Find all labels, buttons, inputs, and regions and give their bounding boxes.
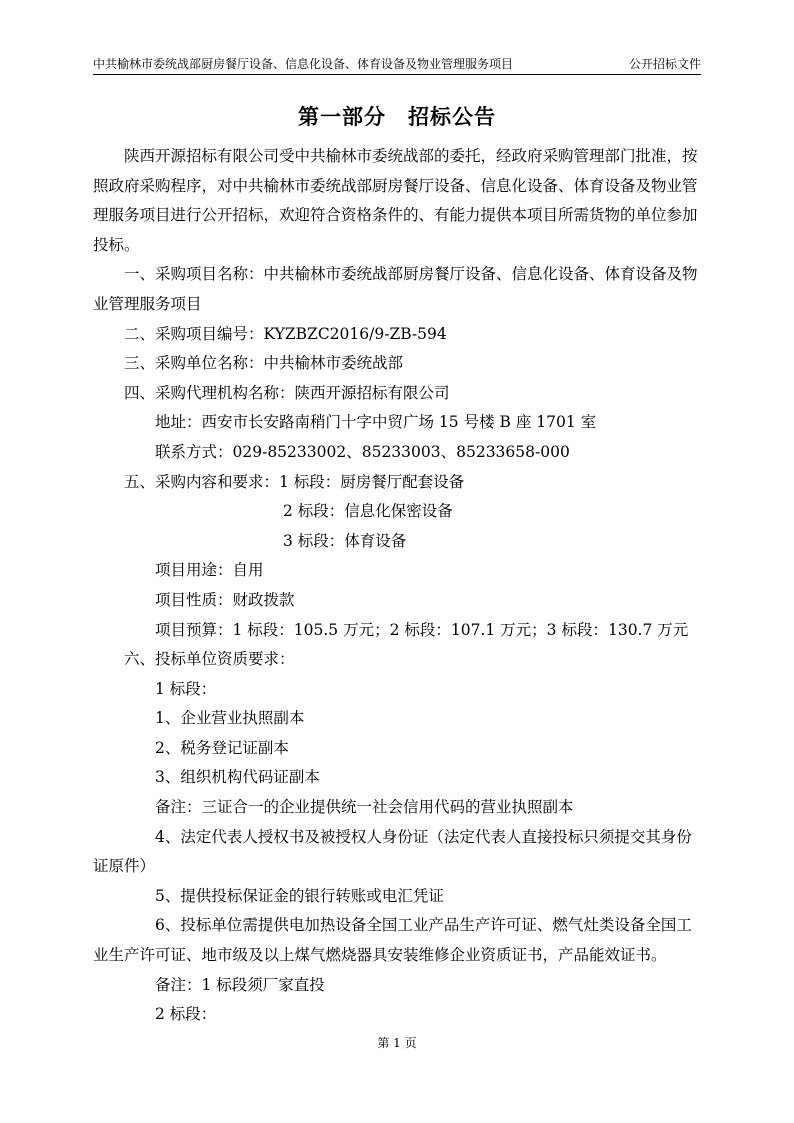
document-body — [93, 142, 701, 1030]
intro-paragraph: 陕西开源招标有限公司受中共榆林市委统战部的委托，经政府采购管理部门批准，按照政府采购程序，对中共榆林市委统战部厨房餐厅设备、信息化设备、体育设备及物业管理服务项目进行公开招标，欢迎符合资格条件的、有能力提供本项目所需货物的单位参加投标。 — [93, 147, 698, 254]
item-qualification: 六、投标单位资质要求： — [124, 650, 295, 669]
header-project-name: 中共榆林市委统战部厨房餐厅设备、信息化设备、体育设备及物业管理服务项目 — [93, 57, 514, 71]
requirement-4: 4、法定代表人授权书及被授权人身份证（法定代表人直接投标只须提交其身份证原件） — [93, 827, 692, 876]
requirement-3: 3、组织机构代码证副本 — [155, 768, 320, 787]
item-project-number: 二、采购项目编号：KYZBZC2016/9-ZB-594 — [124, 324, 447, 343]
project-usage: 项目用途：自用 — [155, 561, 264, 580]
page-header — [93, 56, 701, 75]
item-agency: 四、采购代理机构名称：陕西开源招标有限公司 — [124, 383, 450, 402]
page-number: 第 1 页 — [377, 1036, 417, 1050]
note-2: 备注：1 标段须厂家直投 — [155, 975, 325, 994]
lot-1-label: 1 标段： — [155, 679, 217, 698]
header-doc-type: 公开招标文件 — [628, 57, 701, 71]
agency-address: 地址：西安市长安路南稍门十字中贸广场 15 号楼 B 座 1701 室 — [155, 413, 597, 432]
lot-2-label: 2 标段： — [155, 1005, 217, 1024]
note-1: 备注：三证合一的企业提供统一社会信用代码的营业执照副本 — [155, 798, 574, 817]
item-project-name: 一、采购项目名称：中共榆林市委统战部厨房餐厅设备、信息化设备、体育设备及物业管理服务项目 — [93, 265, 698, 313]
lot-2-content: 2 标段：信息化保密设备 — [283, 502, 453, 521]
project-budget: 项目预算：1 标段：105.5 万元；2 标段：107.1 万元；3 标段：130.7 万元 — [155, 620, 689, 639]
item-purchaser: 三、采购单位名称：中共榆林市委统战部 — [124, 354, 404, 373]
requirement-1: 1、企业营业执照副本 — [155, 709, 305, 728]
page-title: 第一部分 招标公告 — [298, 104, 496, 129]
item-content: 五、采购内容和要求：1 标段：厨房餐厅配套设备 — [124, 472, 465, 491]
agency-contact: 联系方式：029-85233002、85233003、85233658-000 — [155, 442, 570, 461]
project-nature: 项目性质：财政拨款 — [155, 590, 295, 609]
requirement-6: 6、投标单位需提供电加热设备全国工业产品生产许可证、燃气灶类设备全国工业生产许可证、地市级及以上煤气燃烧器具安装维修企业资质证书，产品能效证书。 — [93, 916, 692, 965]
lot-3-content: 3 标段：体育设备 — [283, 531, 407, 550]
requirement-2: 2、税务登记证副本 — [155, 738, 289, 757]
requirement-5: 5、提供投标保证金的银行转账或电汇凭证 — [155, 886, 444, 905]
